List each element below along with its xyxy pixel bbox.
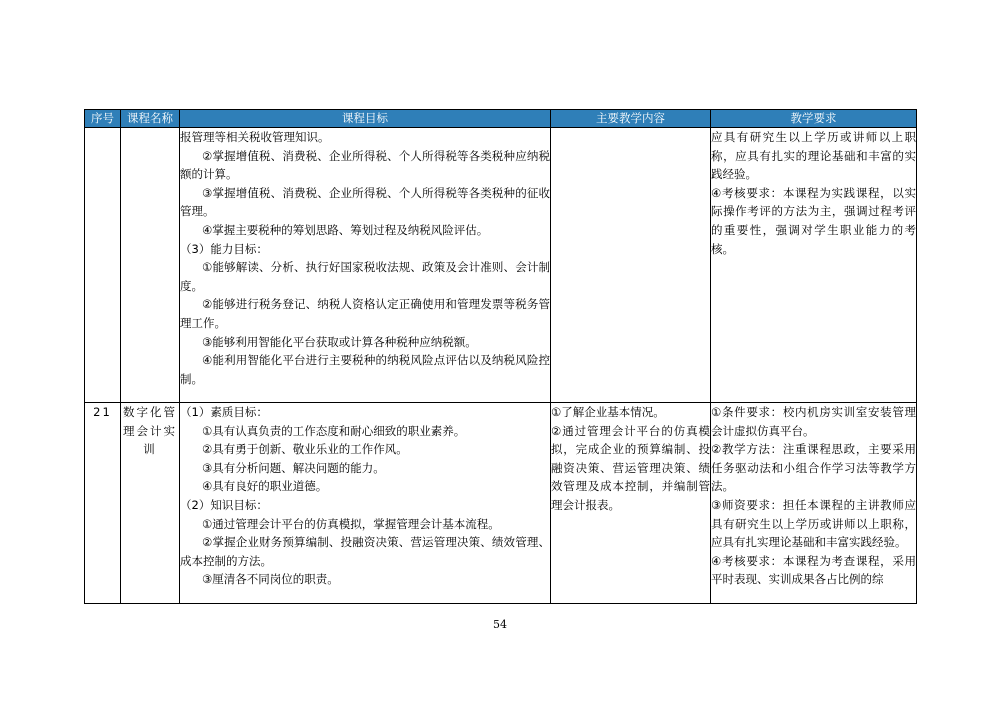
requirements-cell [711, 128, 917, 403]
goal-line: ③能够利用智能化平台获取或计算各种税种应纳税额。 [202, 334, 477, 349]
goal-line: ②具有勇于创新、敬业乐业的工作作风。 [202, 442, 408, 457]
requirement-line: ①条件要求：校内机房实训室安装管理会计虚拟仿真平台。 [711, 405, 916, 438]
goal-line: ②能够进行税务登记、纳税人资格认定正确使用和管理发票等税务管理工作。 [180, 297, 550, 330]
content-line: ②通过管理会计平台的仿真模拟，完成企业的预算编制、投融资决策、营运管理决策、绩效管理及成本控制，并编制管理会计报表。 [551, 423, 710, 512]
page-number: 54 [493, 618, 507, 631]
goal-section-heading: （1）素质目标： [180, 405, 268, 419]
goal-section-heading: （3）能力目标： [180, 241, 268, 256]
goal-line: ②掌握企业财务预算编制、投融资决策、营运管理决策、绩效管理、成本控制的方法。 [180, 535, 550, 568]
course-name: 数字化管理会计实训 [121, 403, 180, 604]
course-goals-cell [180, 128, 551, 403]
requirement-line: ③师资要求：担任本课程的主讲教师应具有研究生以上学历或讲师以上职称，应具有扎实理论基础和丰富实践经验。 [711, 497, 916, 550]
goal-line: ④掌握主要税种的筹划思路、筹划过程及纳税风险评估。 [202, 222, 489, 237]
requirements-cell [711, 403, 917, 604]
goal-line: ①具有认真负责的工作态度和耐心细致的职业素养。 [202, 423, 466, 438]
table-row [85, 128, 917, 403]
row-number [85, 128, 121, 403]
goal-line: 报管理等相关税收管理知识。 [180, 130, 330, 144]
header-row [85, 110, 917, 128]
course-name [121, 128, 180, 403]
goal-line: ③具有分析问题、解决问题的能力。 [202, 460, 385, 475]
main-content-cell [551, 128, 711, 403]
goal-line: ③厘清各不同岗位的职责。 [202, 572, 339, 587]
header-main-content: 主要教学内容 [551, 110, 711, 128]
main-content-cell [551, 403, 711, 604]
header-course-name: 课程名称 [121, 110, 180, 128]
course-goals-cell [180, 403, 551, 604]
header-course-goals: 课程目标 [180, 110, 551, 128]
requirement-line: ④考核要求：本课程为实践课程，以实际操作考评的方法为主，强调过程考评的重要性，强调对学生职业能力的考核。 [711, 185, 916, 256]
header-requirements: 教学要求 [711, 110, 917, 128]
requirement-line: ④考核要求：本课程为考查课程，采用平时表现、实训成果各占比例的综 [711, 553, 916, 587]
requirement-line: ②教学方法：注重课程思政，主要采用任务驱动法和小组合作学习法等教学方法。 [711, 442, 916, 494]
goal-line: ②掌握增值税、消费税、企业所得税、个人所得税等各类税种应纳税额的计算。 [180, 148, 550, 182]
goal-line: ①能够解读、分析、执行好国家税收法规、政策及会计准则、会计制度。 [180, 260, 550, 293]
goal-line: ④能利用智能化平台进行主要税种的纳税风险点评估以及纳税风险控制。 [180, 353, 550, 386]
goal-line: ③掌握增值税、消费税、企业所得税、个人所得税等各类税种的征收管理。 [180, 185, 550, 219]
requirement-line: 应具有研究生以上学历或讲师以上职称，应具有扎实的理论基础和丰富的实践经验。 [711, 130, 916, 182]
course-table [84, 109, 917, 604]
row-number: 21 [85, 403, 121, 604]
header-num: 序号 [85, 110, 121, 128]
goal-line: ④具有良好的职业道德。 [202, 479, 328, 494]
goal-line: ①通过管理会计平台的仿真模拟，掌握管理会计基本流程。 [202, 516, 500, 531]
goal-section-heading: （2）知识目标： [180, 497, 268, 512]
table-row [85, 403, 917, 604]
content-line: ①了解企业基本情况。 [551, 405, 665, 419]
